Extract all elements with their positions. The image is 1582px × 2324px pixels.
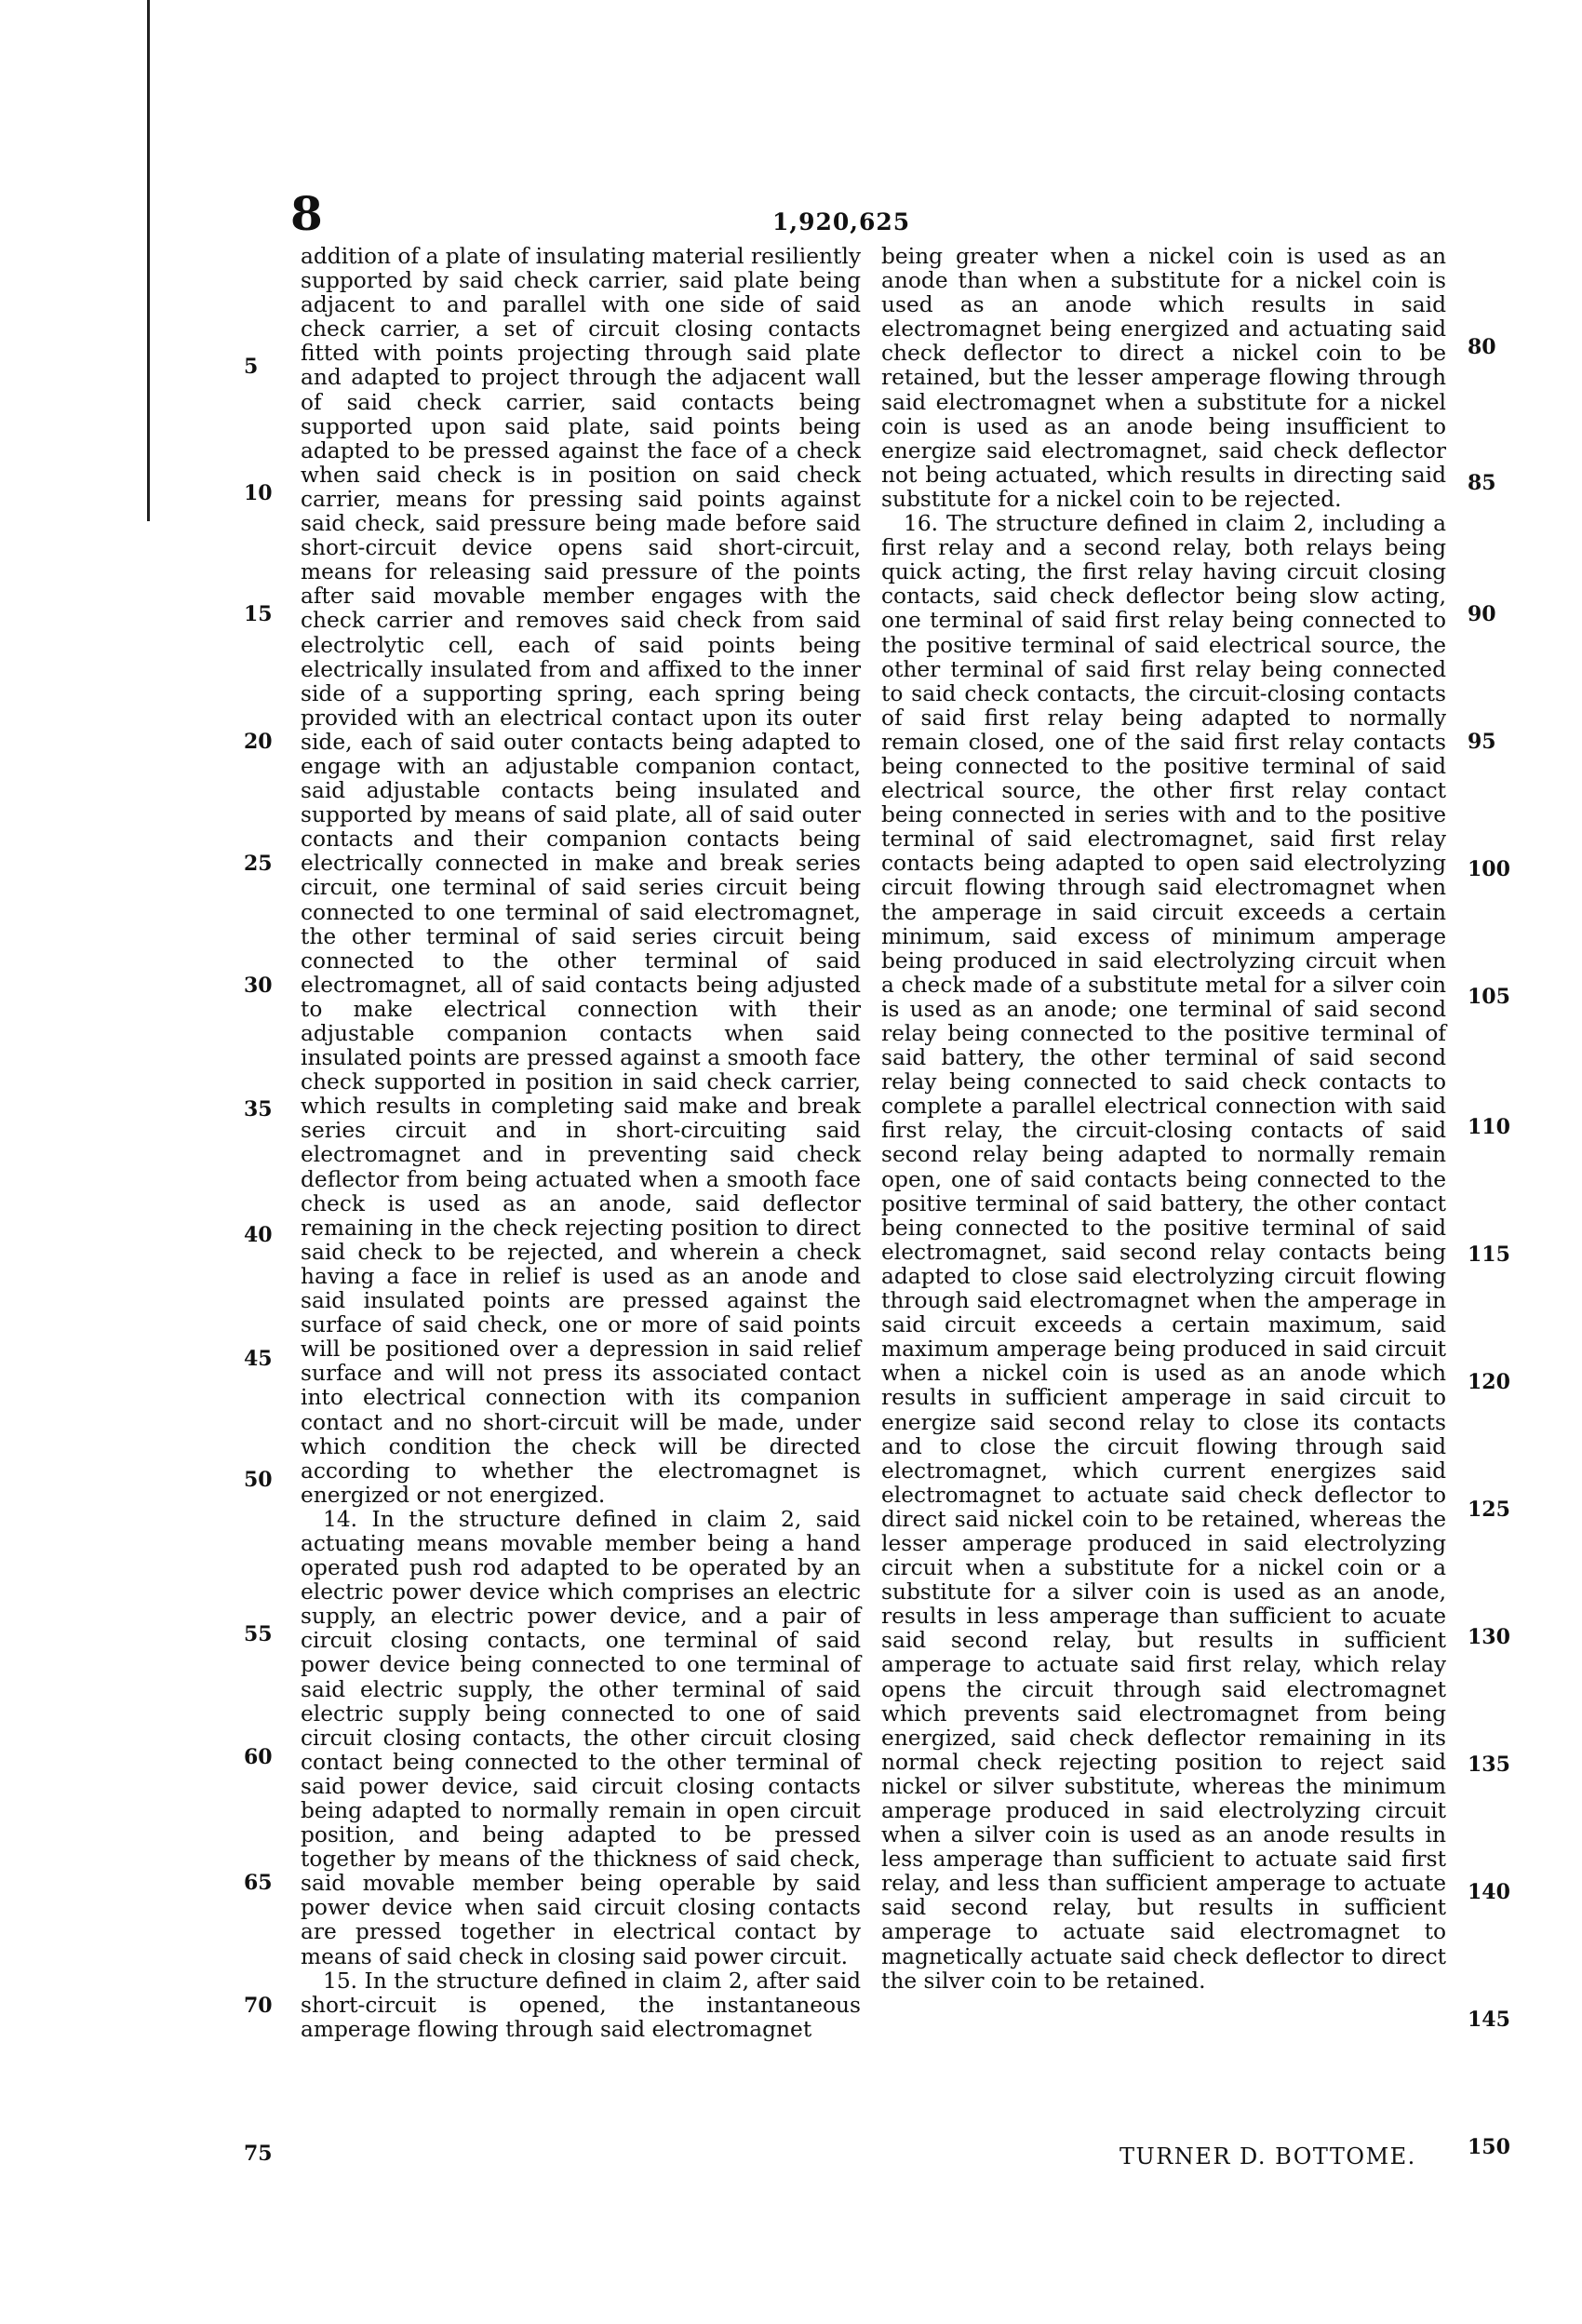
line-number: 95 <box>1468 730 1496 754</box>
line-number: 150 <box>1468 2135 1510 2159</box>
line-number: 105 <box>1468 985 1510 1009</box>
line-number: 20 <box>244 730 273 754</box>
inventor-signature: TURNER D. BOTTOME. <box>1119 2143 1416 2170</box>
line-number: 110 <box>1468 1115 1510 1139</box>
line-number: 90 <box>1468 602 1496 626</box>
line-number: 140 <box>1468 1880 1510 1904</box>
line-number: 10 <box>244 481 273 505</box>
line-number: 65 <box>244 1871 273 1895</box>
paragraph-claim-13-continued: addition of a plate of insulating material resiliently supported by said check carrier, said plate being adjacent to and parallel with one side of said check carrier, a set of circuit closing contacts fitted with points projecting through said plate and adapted to project through the adjacent wall of said check carrier, said contacts being supported upon said plate, said points being adapted to be pressed against the face of a check when said check is in position on said check carrier, means for pressing said points against said check, said pressure being made before said short-circuit device opens said short-circuit, means for releasing said pressure of the points after said movable member engages with the check carrier and removes said check from said electrolytic cell, each of said points being electrically insulated from and affixed to the inner side of a supporting spring, each spring being provided with an electrical contact upon its outer side, each of said outer contacts being adapted to engage with an adjustable companion contact, said adjustable contacts being insulated and supported by means of said plate, all of said outer contacts and their companion contacts being electrically connected in make and break series circuit, one terminal of said series circuit being connected to one terminal of said electromagnet, the other terminal of said series circuit being connected to the other terminal of said electromagnet, all of said contacts being adjusted to make electrical connection with their adjustable companion contacts when said insulated points are pressed against a smooth face check supported in position in said check carrier, which results in completing said make and break series circuit and in short-circuiting said electromagnet and in preventing said check deflector from being actuated when a smooth face check is used as an anode, said deflector remaining in the check rejecting position to direct said check to be rejected, and wherein a check having a face in relief is used as an anode and said insulated points are pressed against the surface of said check, one or more of said points will be positioned over a depression in said relief surface and will not press its associated contact into electrical connection with its companion contact and no short-circuit will be made, under which condition the check will be directed according to whether the electromagnet is energized or not energized. <box>301 244 861 1508</box>
line-number: 35 <box>244 1097 273 1122</box>
line-number: 70 <box>244 1994 273 2018</box>
right-column <box>881 245 1446 1994</box>
line-number: 120 <box>1468 1370 1510 1394</box>
line-number: 5 <box>244 355 259 379</box>
page-number: 8 <box>290 186 323 241</box>
line-number: 50 <box>244 1468 273 1492</box>
line-number: 15 <box>244 602 273 626</box>
line-number: 125 <box>1468 1498 1510 1522</box>
line-number: 45 <box>244 1347 273 1371</box>
line-number: 55 <box>244 1622 273 1646</box>
margin-rule <box>147 0 150 521</box>
line-number: 100 <box>1468 857 1510 881</box>
line-number: 85 <box>1468 471 1496 495</box>
line-number: 80 <box>1468 335 1496 359</box>
line-number: 75 <box>244 2142 273 2166</box>
paragraph-claim-14: 14. In the structure defined in claim 2, said actuating means movable member being a hand operated push rod adapted to be operated by an electric power device which comprises an electric supply, an electric power device, and a pair of circuit closing contacts, one terminal of said power device being connected to one terminal of said electric supply, the other terminal of said electric supply being connected to one of said circuit closing contacts, the other circuit closing contact being connected to the other terminal of said power device, said circuit closing contacts being adapted to normally remain in open circuit position, and being adapted to be pressed together by means of the thickness of said check, said movable member being operable by said power device when said circuit closing contacts are pressed together in electrical contact by means of said check in closing said power circuit. <box>301 1506 861 1969</box>
line-number: 60 <box>244 1745 273 1769</box>
line-number: 25 <box>244 852 273 876</box>
line-number: 30 <box>244 974 273 998</box>
line-number: 40 <box>244 1223 273 1247</box>
line-number: 135 <box>1468 1753 1510 1777</box>
line-number: 145 <box>1468 2008 1510 2032</box>
paragraph-claim-15-continued: being greater when a nickel coin is used as an anode than when a substitute for a nickel coin is used as an anode which results in said electromagnet being energized and actuating said check deflector to direct a nickel coin to be retained, but the lesser amperage flowing through said electromagnet when a substitute for a nickel coin is used as an anode being insufficient to energize said electromagnet, said check deflector not being actuated, which results in directing said substitute for a nickel coin to be rejected. <box>881 244 1446 512</box>
paragraph-claim-15: 15. In the structure defined in claim 2, after said short-circuit is opened, the instantaneous amperage flowing through said electromagnet <box>301 1968 861 2042</box>
line-number: 130 <box>1468 1625 1510 1649</box>
line-number: 115 <box>1468 1243 1510 1267</box>
paragraph-claim-16: 16. The structure defined in claim 2, including a first relay and a second relay, both relays being quick acting, the first relay having circuit closing contacts, said check deflector being slow acting, one terminal of said first relay being connected to the positive terminal of said electrical source, the other terminal of said first relay being connected to said check contacts, the circuit-closing contacts of said first relay being adapted to normally remain closed, one of the said first relay contacts being connected to the positive terminal of said electrical source, the other first relay contact being connected in series with and to the positive terminal of said electromagnet, said first relay contacts being adapted to open said electrolyzing circuit flowing through said electromagnet when the amperage in said circuit exceeds a certain minimum, said excess of minimum amperage being produced in said electrolyzing circuit when a check made of a substitute metal for a silver coin is used as an anode; one terminal of said second relay being connected to the positive terminal of said battery, the other terminal of said second relay being connected to said check contacts to complete a parallel electrical connection with said first relay, the circuit-closing contacts of said second relay being adapted to normally remain open, one of said contacts being connected to the positive terminal of said battery, the other contact being connected to the positive terminal of said electromagnet, said second relay contacts being adapted to close said electrolyzing circuit flowing through said electromagnet when the amperage in said circuit exceeds a certain maximum, said maximum amperage being produced in said circuit when a nickel coin is used as an anode which results in sufficient amperage in said circuit to energize said second relay to close its contacts and to close the circuit flowing through said electromagnet, which current energizes said electromagnet to actuate said check deflector to direct said nickel coin to be retained, whereas the lesser amperage produced in said electrolyzing circuit when a substitute for a nickel coin or a substitute for a silver coin is used as an anode, results in less amperage than sufficient to acuate said second relay, but results in sufficient amperage to actuate said first relay, which relay opens the circuit through said electromagnet which prevents said electromagnet from being energized, said check deflector remaining in its normal check rejecting position to reject said nickel or silver substitute, whereas the minimum amperage produced in said electrolyzing circuit when a silver coin is used as an anode results in less amperage than sufficient to actuate said first relay, and less than sufficient amperage to actuate said second relay, but results in sufficient amperage to actuate said electromagnet to magnetically actuate said check deflector to direct the silver coin to be retained. <box>881 511 1446 1994</box>
patent-number: 1,920,625 <box>772 208 911 235</box>
left-column <box>301 245 861 2042</box>
